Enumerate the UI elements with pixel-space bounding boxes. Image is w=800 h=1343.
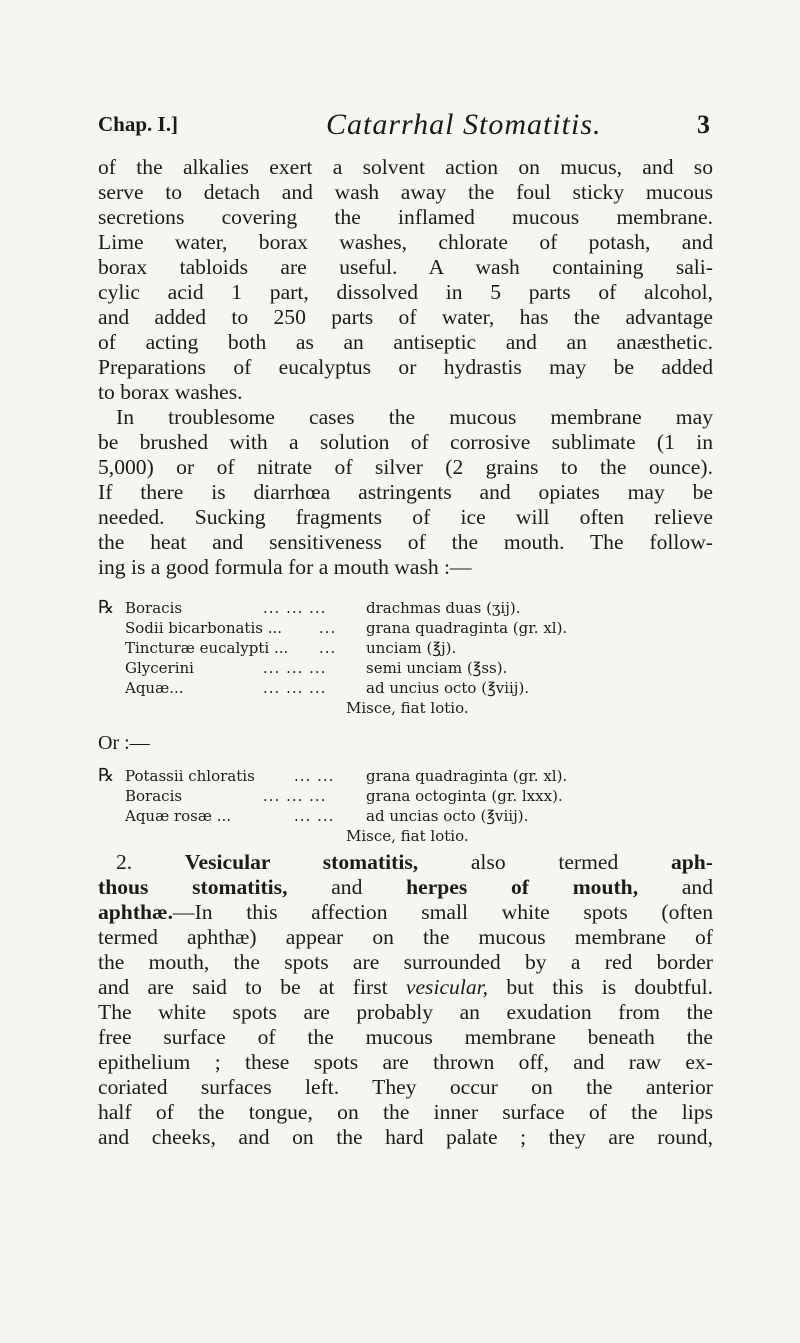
drug-amount: grana quadraginta (gr. xl). (366, 619, 568, 637)
text-run: and are said to be at first (98, 975, 388, 999)
text-line: the heat and sensitiveness of the mouth. The follow- (98, 530, 713, 554)
drug-amount: ad uncius octo (℥viij). (366, 679, 530, 697)
text-line: cylic acid 1 part, dissolved in 5 parts of alcohol, (98, 280, 713, 304)
text-line: Preparations of eucalyptus or hydrastis may be added (98, 355, 713, 379)
leader-dots: ... ... ... (263, 679, 327, 697)
drug-name: Boracis (125, 787, 183, 805)
text-line: needed. Sucking fragments of ice will often relieve (98, 505, 713, 529)
text-line: be brushed with a solution of corrosive sublimate (1 in (98, 430, 713, 454)
paragraph-2 (98, 405, 713, 580)
prescription-row (98, 618, 713, 638)
term-herpes-of-mouth: herpes of mouth, (406, 875, 639, 899)
recipe-icon: ℞ (98, 765, 115, 786)
text-line: the mouth, the spots are surrounded by a red border (98, 950, 713, 974)
leader-dots: ... ... ... (263, 659, 327, 677)
drug-name: Glycerini (125, 659, 194, 677)
text-line (98, 900, 713, 925)
text-line: to borax washes. (98, 380, 243, 404)
drug-name: Boracis (125, 599, 183, 617)
prescription-row (98, 598, 713, 618)
drug-name: Aquæ rosæ ... (125, 807, 232, 825)
section-heading-line-2 (98, 875, 713, 900)
drug-name: Potassii chloratis (125, 767, 255, 785)
drug-name: Sodii bicarbonatis ... (125, 619, 283, 637)
or-label: Or :— (98, 732, 150, 754)
text-line: half of the tongue, on the inner surface of the lips (98, 1100, 713, 1124)
leader-dots: ... (319, 619, 337, 637)
page-number: 3 (697, 110, 710, 139)
prescription-row (98, 638, 713, 658)
text-line: In troublesome cases the mucous membrane may (116, 405, 713, 429)
text-line: of the alkalies exert a solvent action on mucus, and so (98, 155, 713, 179)
text-line: borax tabloids are useful. A wash containing sali- (98, 255, 713, 279)
running-header (98, 108, 710, 144)
leader-dots: ... ... ... (263, 599, 327, 617)
term-aphthous-b: thous stomatitis, (98, 875, 288, 899)
text-line: 5,000) or of nitrate of silver (2 grains to the ounce). (98, 455, 713, 479)
text-line: coriated surfaces left. They occur on the anterior (98, 1075, 713, 1099)
recipe-icon: ℞ (98, 597, 115, 618)
prescription-row (98, 698, 713, 718)
misce-instruction: Misce, fiat lotio. (346, 699, 469, 717)
text-line: free surface of the mucous membrane beneath the (98, 1025, 713, 1049)
section-2 (98, 850, 713, 1150)
drug-amount: drachmas duas (ʒij). (366, 599, 521, 617)
drug-amount: grana quadraginta (gr. xl). (366, 767, 568, 785)
also-termed-text: also termed (470, 850, 619, 874)
prescription-1 (98, 598, 713, 718)
misce-instruction: Misce, fiat lotio. (346, 827, 469, 845)
drug-amount: unciam (℥j). (366, 639, 457, 657)
running-title: Catarrhal Stomatitis. (326, 108, 602, 141)
text-run: —In this affection small white spots (often (173, 900, 713, 924)
term-vesicular: vesicular, (405, 975, 489, 999)
text-line: termed aphthæ) appear on the mucous membrane of (98, 925, 713, 949)
term-vesicular-stomatitis: Vesicular stomatitis, (184, 850, 419, 874)
section-number: 2. (116, 850, 133, 874)
text-line: serve to detach and wash away the foul sticky mucous (98, 180, 713, 204)
drug-amount: semi unciam (℥ss). (366, 659, 508, 677)
leader-dots: ... ... ... (263, 787, 327, 805)
text-line: ing is a good formula for a mouth wash :— (98, 555, 472, 579)
prescription-row (98, 786, 713, 806)
text-line: of acting both as an antiseptic and an anæsthetic. (98, 330, 713, 354)
prescription-row (98, 658, 713, 678)
chapter-label: Chap. I.] (98, 112, 178, 136)
section-heading-line (98, 850, 713, 875)
prescription-row (98, 806, 713, 826)
term-aphthous-a: aph- (670, 850, 713, 874)
drug-name: Aquæ... (125, 679, 184, 697)
and-text: and (331, 875, 363, 899)
leader-dots: ... ... (294, 767, 335, 785)
text-line: and added to 250 parts of water, has the advantage (98, 305, 713, 329)
prescription-row (98, 678, 713, 698)
drug-name: Tincturæ eucalypti ... (125, 639, 289, 657)
and-text: and (681, 875, 713, 899)
text-line (98, 975, 713, 1000)
text-run: but this is doubtful. (506, 975, 713, 999)
text-line: epithelium ; these spots are thrown off, and raw ex- (98, 1050, 713, 1074)
paragraph-1 (98, 155, 713, 405)
drug-amount: grana octoginta (gr. lxxx). (366, 787, 563, 805)
prescription-row (98, 826, 713, 846)
text-line: secretions covering the inflamed mucous membrane. (98, 205, 713, 229)
leader-dots: ... (319, 639, 337, 657)
prescription-row (98, 766, 713, 786)
text-line: The white spots are probably an exudation from the (98, 1000, 713, 1024)
prescription-2 (98, 766, 713, 846)
text-line: and cheeks, and on the hard palate ; they are round, (98, 1125, 713, 1149)
text-line: Lime water, borax washes, chlorate of potash, and (98, 230, 713, 254)
text-line: If there is diarrhœa astringents and opiates may be (98, 480, 713, 504)
drug-amount: ad uncias octo (℥viij). (366, 807, 529, 825)
leader-dots: ... ... (294, 807, 335, 825)
term-aphthae: aphthæ. (98, 900, 174, 924)
